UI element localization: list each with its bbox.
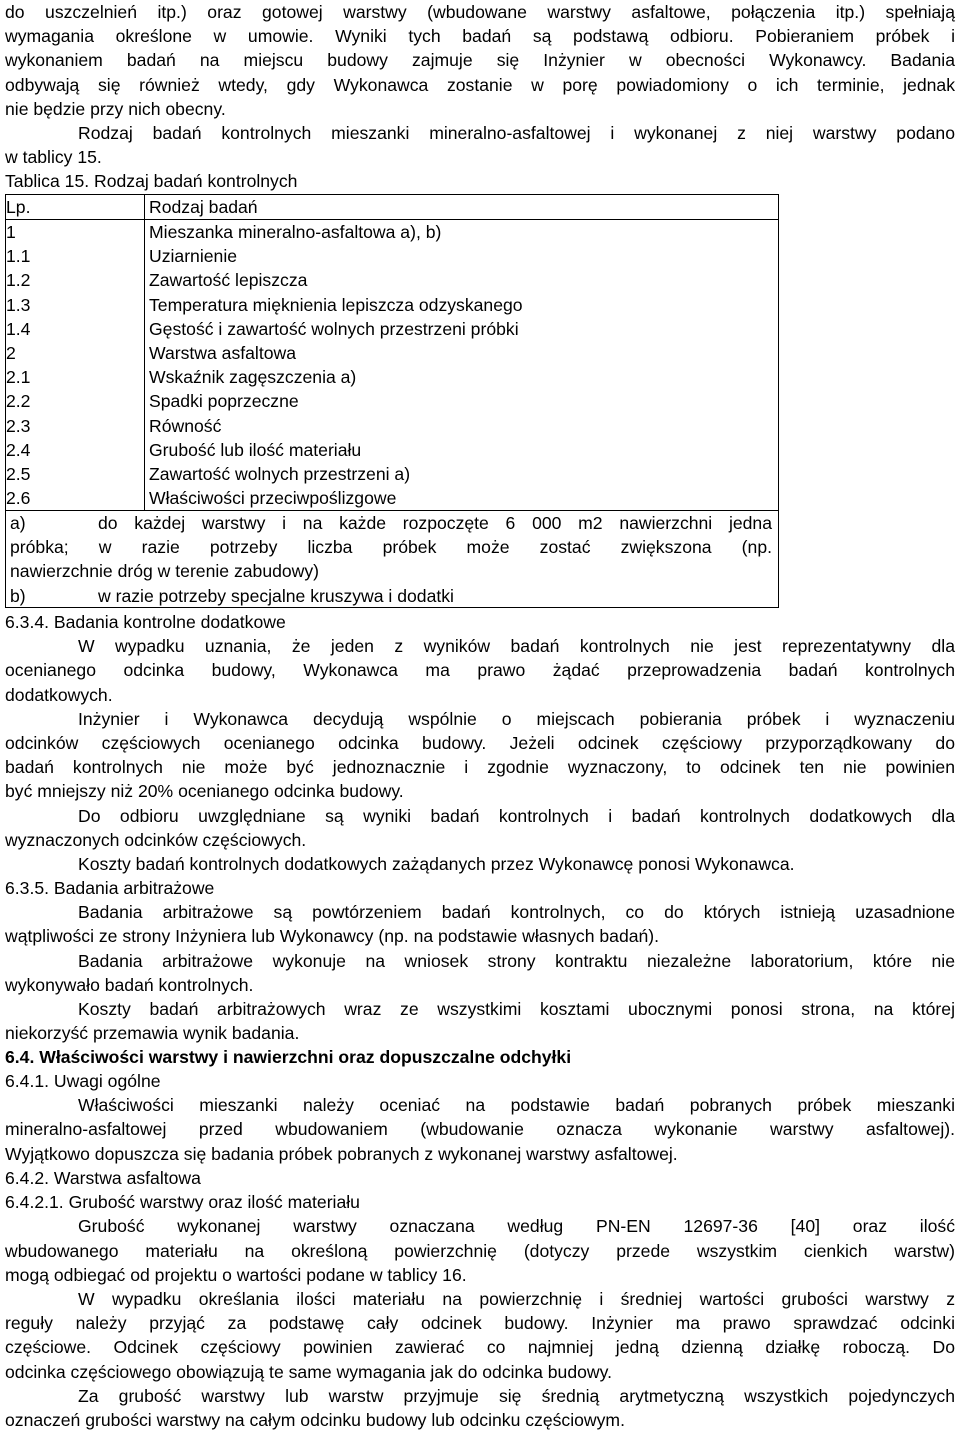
text-line: reguły należy przyjąć za podstawę cały odcinek budowy. Inżynier ma prawo sprawdzać odcinki xyxy=(5,1313,955,1334)
text-line: do uszczelnień itp.) oraz gotowej warstwy (wbudowane warstwy asfaltowe, połączenia itp.) spełniają xyxy=(5,2,955,22)
text-line: Koszty badań arbitrażowych wraz ze wszystkimi kosztami ubocznymi ponosi strona, na której xyxy=(78,998,955,1019)
note-b-text: w razie potrzeby specjalne kruszywa i dodatki xyxy=(98,585,454,606)
table-cell-lp: 2 xyxy=(6,343,16,363)
text-line: odcinka częściowego obowiązują te same wymagania jak do odcinka budowy. xyxy=(5,1361,613,1382)
table-cell-test-name: Właściwości przeciwpoślizgowe xyxy=(149,488,397,509)
table-cell-test-name: Uziarnienie xyxy=(149,246,238,267)
table-cell-test-name: Wskaźnik zagęszczenia a) xyxy=(149,367,357,388)
text-line: Grubość wykonanej warstwy oznaczana według PN-EN 12697-36 [40] oraz ilość xyxy=(78,1216,955,1237)
text-line: oznaczeń grubości warstwy na całym odcinku budowy lub odcinku częściowym. xyxy=(5,1409,625,1430)
text-line: częściowe. Odcinek częściowy powinien zawierać co najmniej jedną dzienną działkę roboczą. Do xyxy=(5,1337,955,1358)
table-cell-test-name: Równość xyxy=(149,415,222,436)
section-heading: 6.4.1. Uwagi ogólne xyxy=(5,1071,161,1091)
text-line: Wyjątkowo dopuszcza się badania próbek pobranych z wykonanej warstwy asfaltowej. xyxy=(5,1143,678,1164)
text-line: Badania arbitrażowe są powtórzeniem badań kontrolnych, co do których istnieją uzasadnione xyxy=(78,902,955,923)
table-cell-test-name: Grubość lub ilość materiału xyxy=(149,439,362,460)
table-cell-lp: 2.1 xyxy=(6,367,31,388)
text-line: W wypadku określania ilości materiału na powierzchnię i średniej wartości grubości warstwy z xyxy=(78,1288,955,1309)
text-line: mineralno-asfaltowej przed wbudowaniem (wbudowanie oznacza wykonanie warstwy asfaltowej). xyxy=(5,1119,955,1140)
note-a-line: próbka; w razie potrzeby liczba próbek może zostać zwiększona (np. xyxy=(10,537,772,558)
section-6-4-2 xyxy=(5,1166,955,1432)
table-cell-test-name: Mieszanka mineralno-asfaltowa a), b) xyxy=(149,222,442,242)
note-a-line: nawierzchnie dróg w terenie zabudowy) xyxy=(10,561,320,582)
section-heading: 6.3.5. Badania arbitrażowe xyxy=(5,878,215,898)
table-cell-test-name: Spadki poprzeczne xyxy=(149,391,299,412)
text-line: wykonaniem badań na miejscu budowy zajmuje się Inżynier w obecności Wykonawcy. Badania xyxy=(5,50,955,71)
table-header-lp: Lp. xyxy=(6,197,31,217)
table-cell-test-name: Zawartość wolnych przestrzeni a) xyxy=(149,464,411,484)
paragraph-intro xyxy=(5,0,955,121)
table-cell-lp: 2.2 xyxy=(6,391,31,412)
text-line: Za grubość warstwy lub warstw przyjmuje się średnią arytmetyczną wszystkich pojedynczych xyxy=(78,1385,955,1406)
text-line: dodatkowych. xyxy=(5,684,113,705)
table-cell-test-name: Warstwa asfaltowa xyxy=(149,343,296,363)
text-line: Rodzaj badań kontrolnych mieszanki mineralno-asfaltowej i wykonanej z niej warstwy podano xyxy=(78,123,955,143)
table-cell-lp: 1.1 xyxy=(6,246,31,267)
text-line: Właściwości mieszanki należy oceniać na podstawie badań pobranych próbek mieszanki xyxy=(78,1095,955,1116)
table-cell-lp: 1.3 xyxy=(6,294,31,315)
note-a-marker: a) xyxy=(10,513,26,533)
table-header-name: Rodzaj badań xyxy=(149,197,258,217)
text-line: mogą odbiegać od projektu o wartości podane w tablicy 16. xyxy=(5,1264,467,1285)
text-line: wbudowanego materiału na określoną powierzchnię (dotyczy przede wszystkim cienkich warstw) xyxy=(5,1240,955,1261)
section-heading: 6.4.2.1. Grubość warstwy oraz ilość materiału xyxy=(5,1192,360,1213)
text-line: Koszty badań kontrolnych dodatkowych zażądanych przez Wykonawcę ponosi Wykonawca. xyxy=(78,853,795,874)
table-cell-test-name: Zawartość lepiszcza xyxy=(149,270,308,291)
note-b-marker: b) xyxy=(10,585,26,606)
note-a-line: do każdej warstwy i na każde rozpoczęte 6 000 m2 nawierzchni jedna xyxy=(98,513,772,533)
section-6-3-4 xyxy=(5,610,955,876)
text-line: Do odbioru uwzględniane są wyniki badań kontrolnych i badań kontrolnych dodatkowych dla xyxy=(78,805,955,826)
text-line: ocenianego odcinka budowy, Wykonawca ma prawo żądać przeprowadzenia badań kontrolnych xyxy=(5,660,955,681)
text-line: wymagania określone w umowie. Wyniki tych badań są podstawą odbioru. Pobieraniem próbek i xyxy=(5,26,955,47)
text-line: być mniejszy niż 20% ocenianego odcinka budowy. xyxy=(5,781,404,802)
table-cell-test-name: Gęstość i zawartość wolnych przestrzeni próbki xyxy=(149,318,519,339)
table-cell-lp: 2.4 xyxy=(6,439,31,460)
section-6-3-5 xyxy=(5,876,955,1045)
section-heading: 6.3.4. Badania kontrolne dodatkowe xyxy=(5,612,286,632)
text-line: Badania arbitrażowe wykonuje na wniosek strony kontraktu niezależne laboratorium, które nie xyxy=(78,950,955,971)
table-column-divider xyxy=(144,195,145,510)
text-line: w tablicy 15. xyxy=(5,147,102,168)
text-line: niekorzyść przemawia wynik badania. xyxy=(5,1023,300,1044)
table-note-a xyxy=(10,511,772,608)
text-line: W wypadku uznania, że jeden z wyników badań kontrolnych nie jest reprezentatywny dla xyxy=(78,636,955,657)
table-cell-lp: 1.4 xyxy=(6,318,31,339)
text-line: odbywają się również wtedy, gdy Wykonawca zostanie w porę powiadomiony o ich terminie, jednak xyxy=(5,74,955,95)
section-6-4-1 xyxy=(5,1069,955,1166)
table-cell-lp: 2.6 xyxy=(6,488,31,509)
table-cell-lp: 2.3 xyxy=(6,415,31,436)
control-tests-table xyxy=(5,194,779,608)
paragraph-table-reference xyxy=(5,121,955,169)
table-cell-lp: 1.2 xyxy=(6,270,31,291)
text-line: Inżynier i Wykonawca decydują wspólnie o miejscach pobierania próbek i wyznaczeniu xyxy=(78,708,955,729)
table-caption: Tablica 15. Rodzaj badań kontrolnych xyxy=(5,171,298,191)
text-line: wątpliwości ze strony Inżyniera lub Wykonawcy (np. na podstawie własnych badań). xyxy=(5,926,660,947)
table-cell-lp: 2.5 xyxy=(6,464,31,484)
table-cell-lp: 1 xyxy=(6,222,16,242)
text-line: wykonywało badań kontrolnych. xyxy=(5,974,254,995)
section-6-4-heading: 6.4. Właściwości warstwy i nawierzchni oraz dopuszczalne odchyłki xyxy=(5,1047,572,1067)
text-line: odcinków częściowych ocenianego odcinka budowy. Jeżeli odcinek częściowy przyporządkowany do xyxy=(5,732,955,753)
text-line: nie będzie przy nich obecny. xyxy=(5,98,226,119)
text-line: badań kontrolnych nie może być jednoznacznie i zgodnie wyznaczony, to odcinek ten nie powinien xyxy=(5,757,955,778)
section-heading: 6.4.2. Warstwa asfaltowa xyxy=(5,1168,201,1188)
table-cell-test-name: Temperatura mięknienia lepiszcza odzyskanego xyxy=(149,294,523,315)
text-line: wyznaczonych odcinków częściowych. xyxy=(5,829,307,850)
